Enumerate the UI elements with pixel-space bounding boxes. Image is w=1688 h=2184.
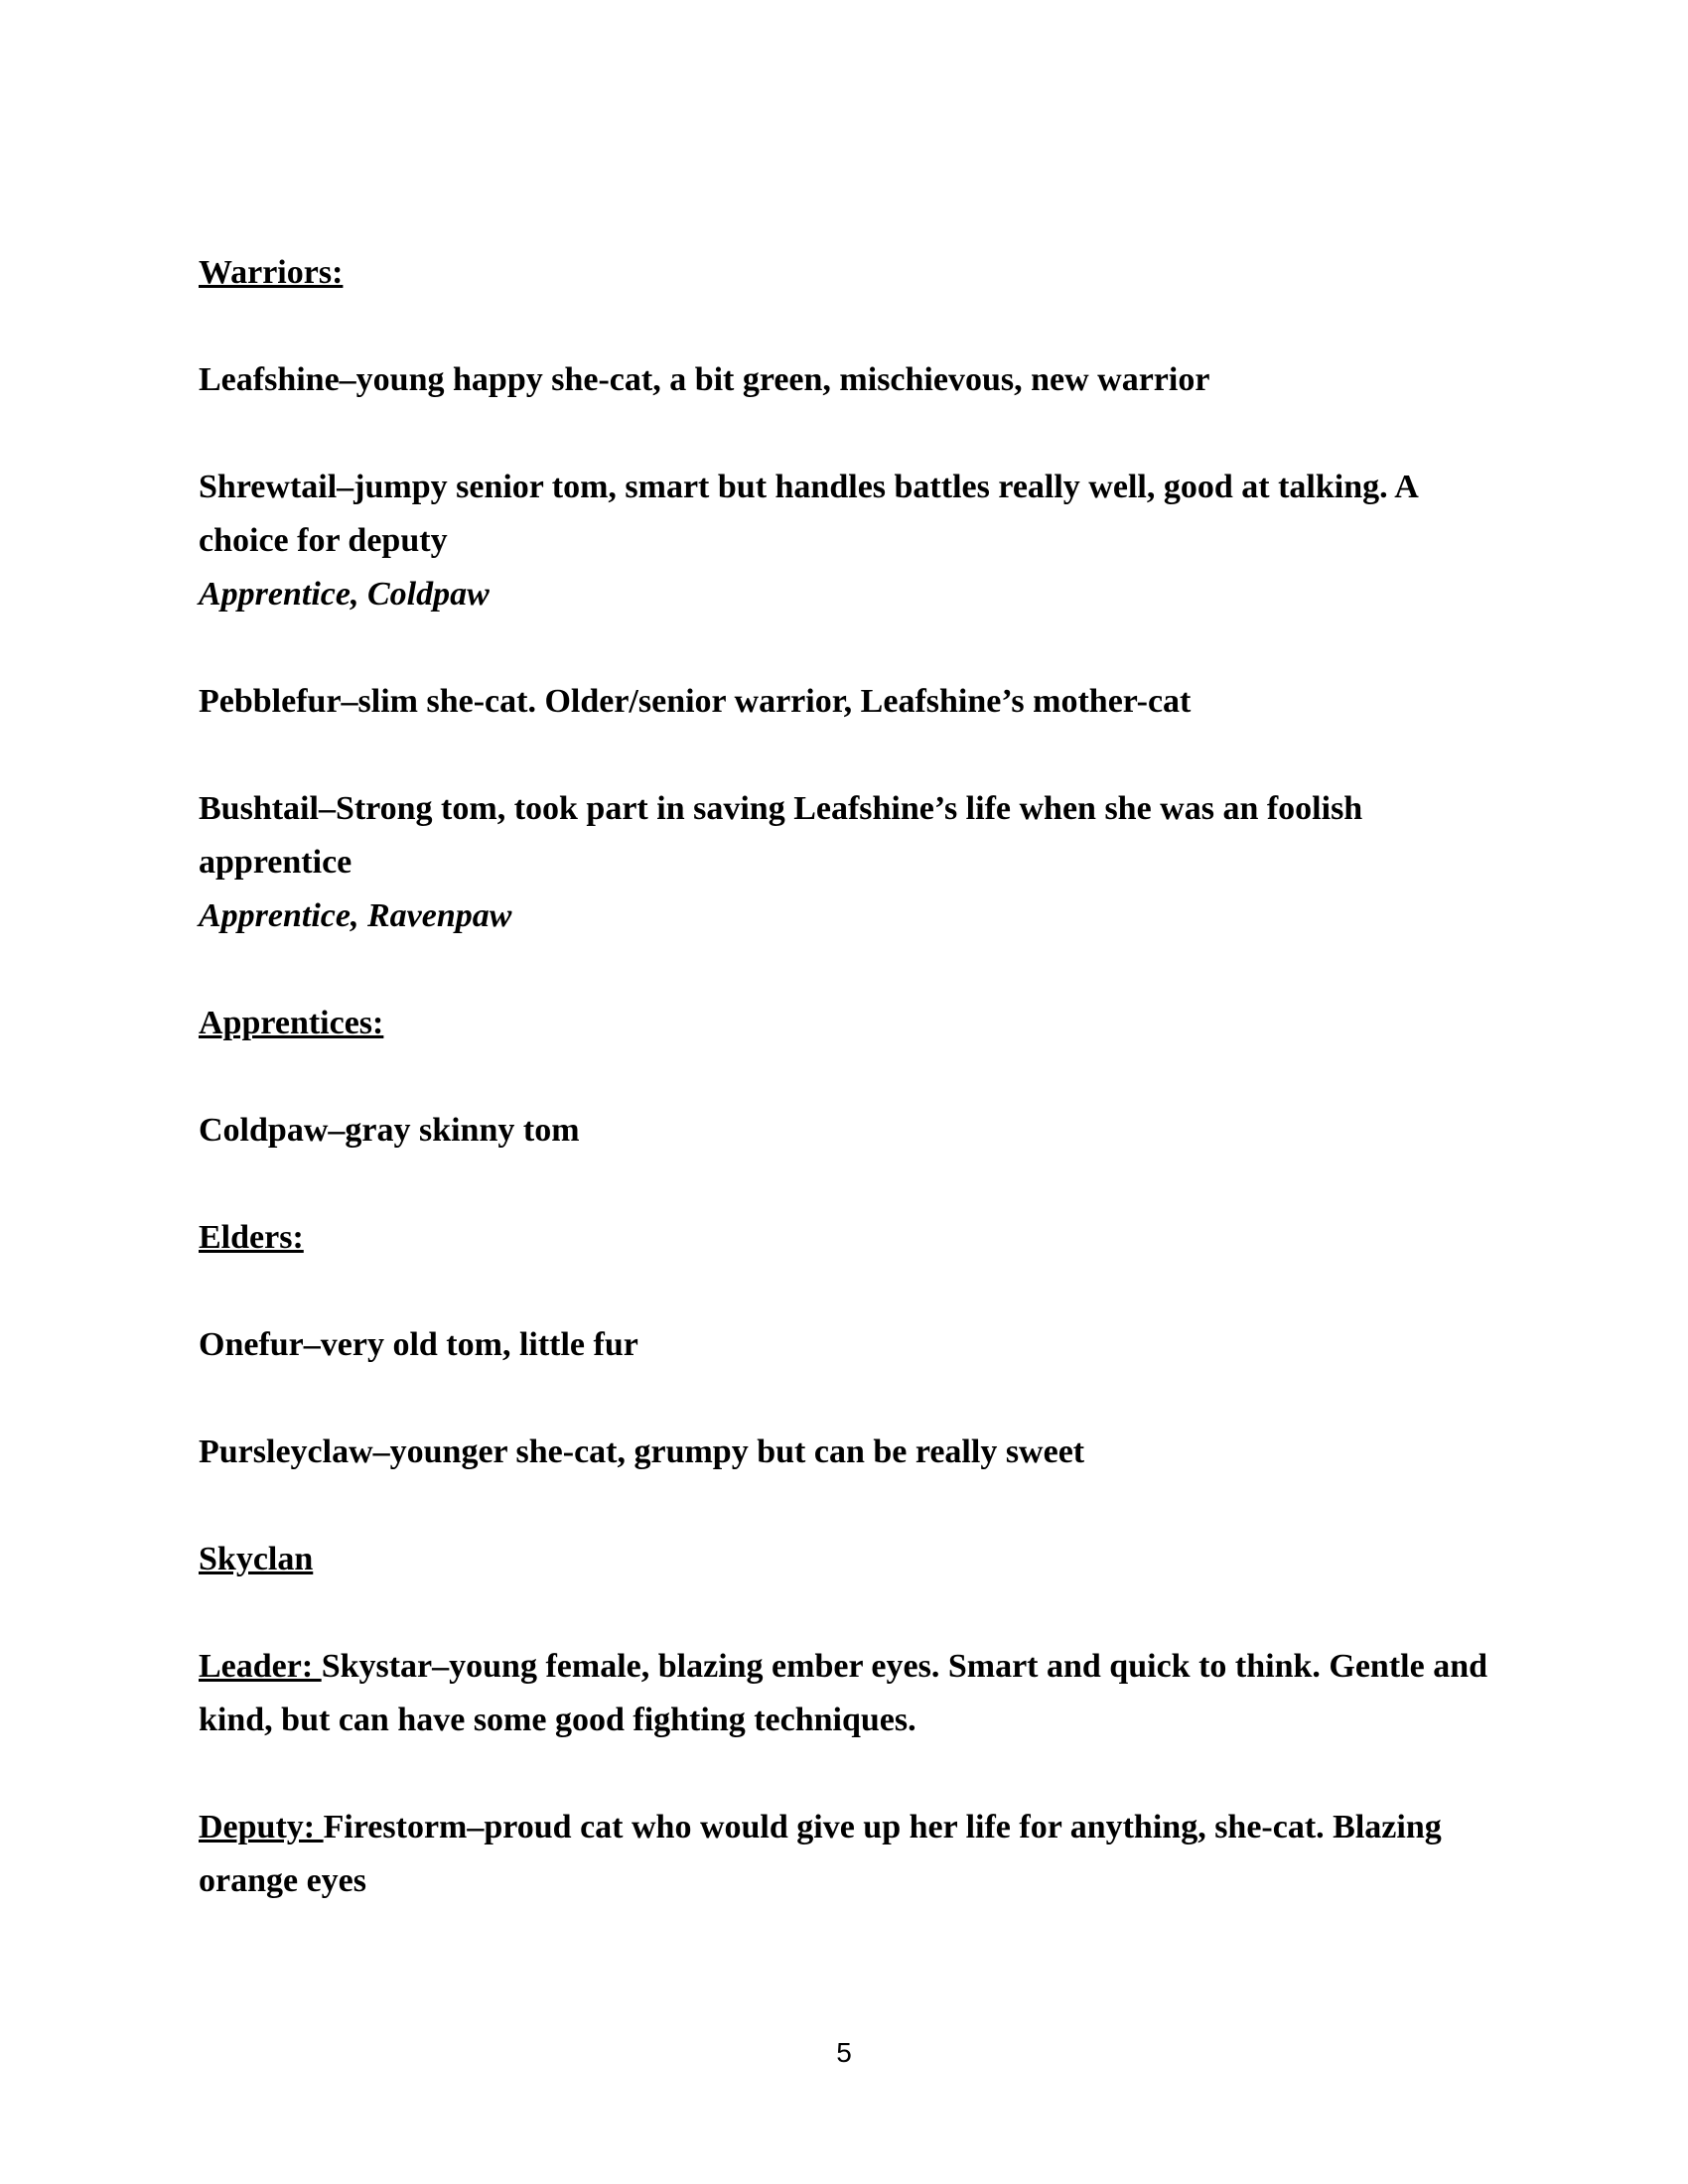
entry-pebblefur: Pebblefur–slim she-cat. Older/senior warrior, Leafshine’s mother-cat (199, 683, 1192, 720)
entry-leafshine: Leafshine–young happy she-cat, a bit green, mischievous, new warrior (199, 361, 1210, 398)
leader-label: Leader: (199, 1648, 322, 1685)
section-heading-skyclan: Skyclan (199, 1541, 314, 1577)
section-heading-warriors: Warriors: (199, 254, 344, 291)
apprentice-note-bushtail: Apprentice, Ravenpaw (199, 897, 512, 934)
deputy-label: Deputy: (199, 1809, 324, 1845)
entry-bushtail: Bushtail–Strong tom, took part in saving Leafshine’s life when she was an foolish apprentice (199, 790, 1363, 881)
entry-skyclan-deputy (199, 1801, 1489, 1908)
section-heading-elders: Elders: (199, 1219, 304, 1256)
page-number: 5 (836, 2037, 852, 2068)
entry-coldpaw: Coldpaw–gray skinny tom (199, 1112, 580, 1149)
entry-skyclan-leader (199, 1640, 1489, 1747)
entry-pursleyclaw: Pursleyclaw–younger she-cat, grumpy but can be really sweet (199, 1433, 1085, 1470)
deputy-description: Firestorm–proud cat who would give up her life for anything, she-cat. Blazing orange eyes (199, 1809, 1442, 1899)
leader-description: Skystar–young female, blazing ember eyes. Smart and quick to think. Gentle and kind, but can have some good fighting techniques. (199, 1648, 1488, 1738)
entry-onefur: Onefur–very old tom, little fur (199, 1326, 638, 1363)
document-body (199, 246, 1489, 1908)
entry-shrewtail: Shrewtail–jumpy senior tom, smart but handles battles really well, good at talking. A choice for deputy (199, 469, 1417, 559)
section-heading-apprentices: Apprentices: (199, 1005, 384, 1041)
apprentice-note-shrewtail: Apprentice, Coldpaw (199, 576, 490, 613)
